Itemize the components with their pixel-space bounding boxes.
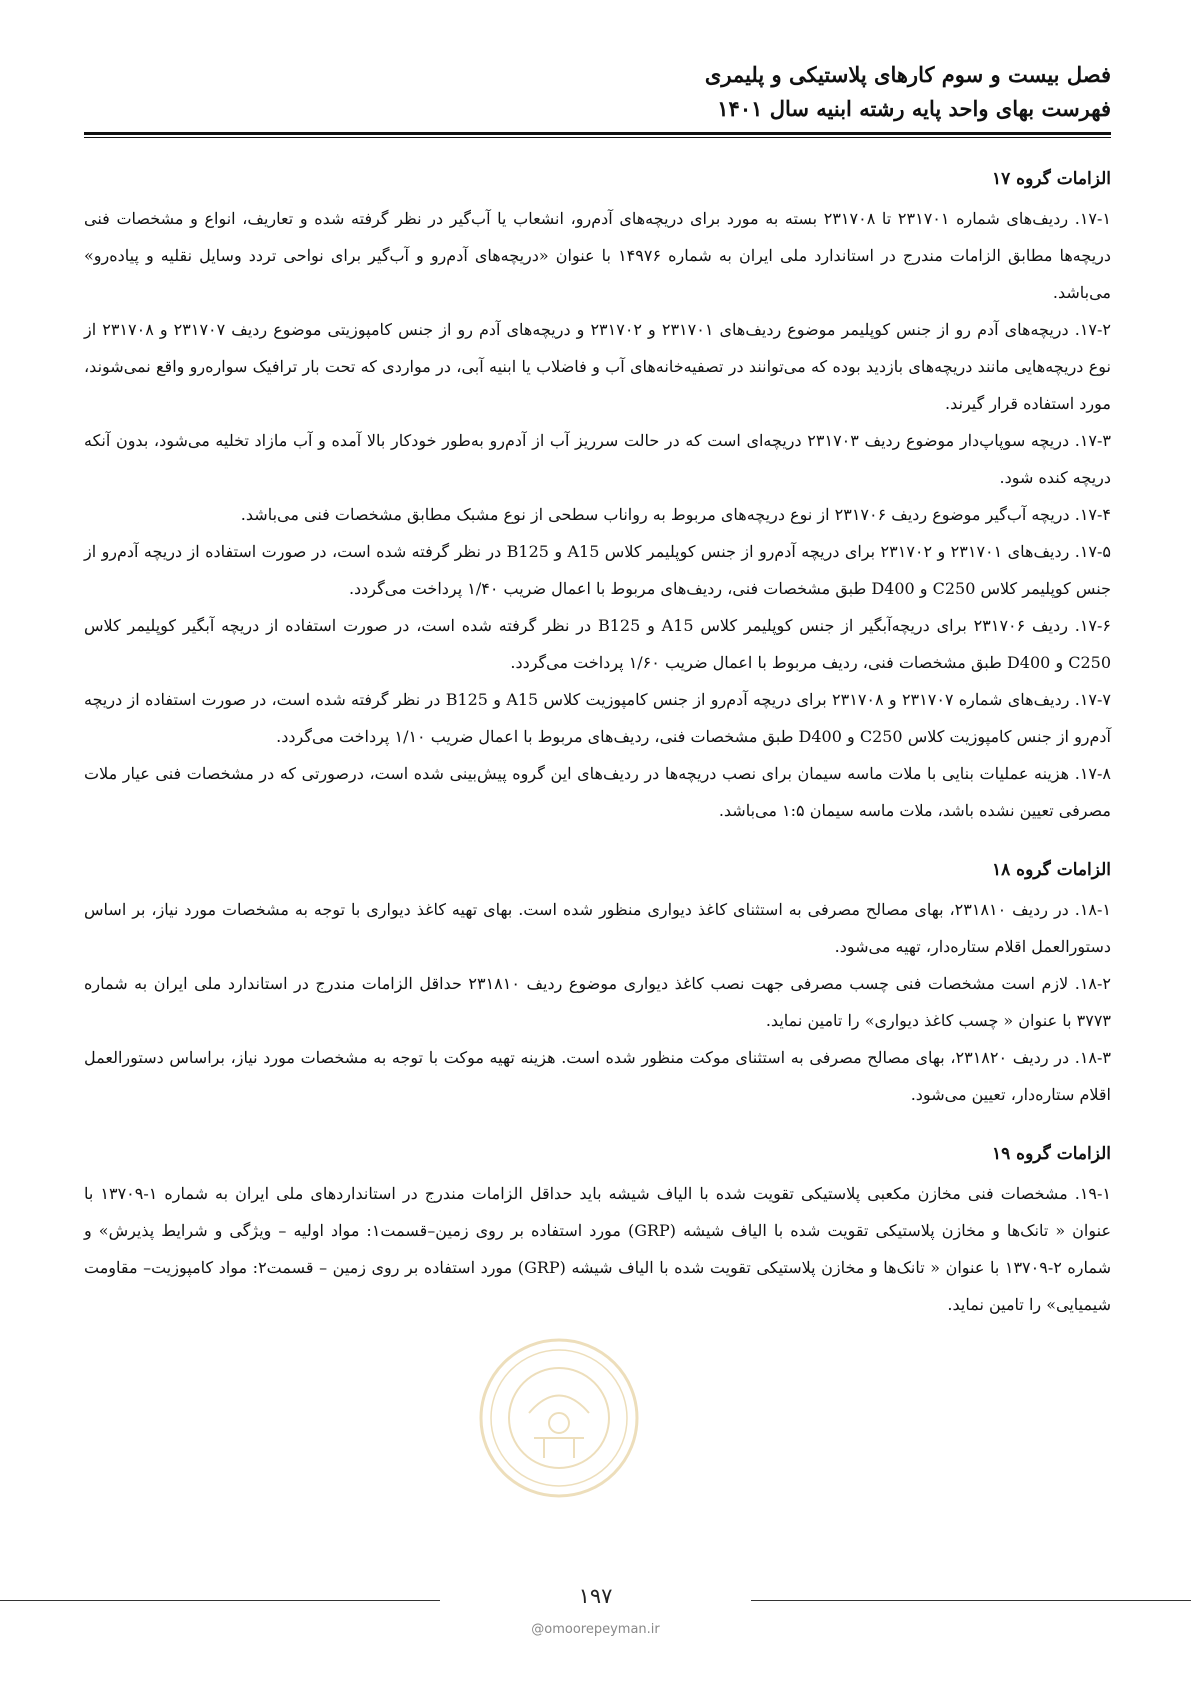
chapter-subtitle: فهرست بهای واحد پایه رشته ابنیه سال ۱۴۰۱: [717, 96, 1111, 121]
page-header: [84, 58, 1111, 138]
section-title: الزامات گروه ۱۸: [992, 860, 1111, 880]
paragraph: ۱۸-۳. در ردیف ۲۳۱۸۲۰، بهای مصالح مصرفی به استثنای موکت منظور شده است. هزینه تهیه موکت با توجه به مشخصات مورد نیاز، براساس دستورالعمل اقلام ستاره‌دار، تعیین می‌شود.: [84, 1048, 1111, 1104]
website-watermark: @omoorepeyman.ir: [531, 1622, 660, 1637]
chapter-title: فصل بیست و سوم کارهای پلاستیکی و پلیمری: [704, 62, 1111, 87]
section-title: الزامات گروه ۱۷: [992, 169, 1111, 189]
header-divider-thin: [84, 137, 1111, 138]
paragraph: ۱۷-۲. دریچه‌های آدم رو از جنس کوپلیمر موضوع ردیف‌های ۲۳۱۷۰۱ و ۲۳۱۷۰۲ و دریچه‌های آدم رو از جنس کامپوزیتی موضوع ردیف ۲۳۱۷۰۷ و ۲۳۱۷۰۸ از نوع دریچه‌هایی مانند دریچه‌های بازدید بوده که می‌توانند در تصفیه‌خانه‌های آب و فاضلاب یا ابنیه آبی، در مواردی که تحت بار ترافیک سواره‌رو واقع نمی‌شوند، مورد استفاده قرار گیرند.: [84, 320, 1111, 413]
page-number: ۱۹۷: [578, 1584, 613, 1608]
paragraph: ۱۷-۴. دریچه آب‌گیر موضوع ردیف ۲۳۱۷۰۶ از نوع دریچه‌های مربوط به رواناب سطحی از نوع مشبک مطابق مشخصات فنی می‌باشد.: [240, 505, 1111, 524]
document-page: [84, 58, 1111, 1668]
paragraph: ۱۷-۸. هزینه عملیات بنایی با ملات ماسه سیمان برای نصب دریچه‌ها در ردیف‌های این گروه پیش‌بینی شده است، درصورتی که در مشخصات فنی عیار ملات مصرفی تعیین نشده باشد، ملات ماسه سیمان ۱:۵ می‌باشد.: [84, 764, 1111, 820]
paragraph: ۱۸-۱. در ردیف ۲۳۱۸۱۰، بهای مصالح مصرفی به استثنای کاغذ دیواری منظور شده است. بهای تهیه کاغذ دیواری با توجه به مشخصات مورد نیاز، بر اساس دستورالعمل اقلام ستاره‌دار، تهیه می‌شود.: [84, 900, 1112, 956]
section-title: الزامات گروه ۱۹: [992, 1144, 1111, 1164]
paragraph: ۱۷-۱. ردیف‌های شماره ۲۳۱۷۰۱ تا ۲۳۱۷۰۸ بسته به مورد برای دریچه‌های آدم‌رو، انشعاب یا آب‌گیر در نظر گرفته شده و تعاریف، انواع و مشخصات فنی دریچه‌ها مطابق الزامات مندرج در استاندارد ملی ایران به شماره ۱۴۹۷۶ با عنوان «دریچه‌های آدم‌رو و آب‌گیر برای نواحی تردد وسایل نقلیه و پیاده‌رو» می‌باشد.: [84, 209, 1112, 302]
paragraph: ۱۷-۳. دریچه سوپاپ‌دار موضوع ردیف ۲۳۱۷۰۳ دریچه‌ای است که در حالت سرریز آب از آدم‌رو به‌طور خودکار بالا آمده و آب مازاد تخلیه می‌شود، بدون آنکه دریچه کنده شود.: [84, 431, 1112, 487]
paragraph: ۱۷-۶. ردیف ۲۳۱۷۰۶ برای دریچه‌آبگیر از جنس کوپلیمر کلاس A15 و B125 در نظر گرفته شده است، در صورت استفاده از دریچه آبگیر کوپلیمر کلاس C250 و D400 طبق مشخصات فنی، ردیف مربوط با اعمال ضریب ۱/۶۰ پرداخت می‌گردد.: [84, 616, 1112, 672]
section-group-19: [84, 1139, 1111, 1323]
paragraph: ۱۹-۱. مشخصات فنی مخازن مکعبی پلاستیکی تقویت شده با الیاف شیشه باید حداقل الزامات مندرج در استانداردهای ملی ایران به شماره ۱-۱۳۷۰۹ با عنوان « تانک‌ها و مخازن پلاستیکی تقویت شده با الیاف شیشه (GRP) مورد استفاده بر روی زمین–قسمت۱: مواد اولیه – ویژگی و شرایط پذیرش» و شماره ۲-۱۳۷۰۹ با عنوان « تانک‌ها و مخازن پلاستیکی تقویت شده با الیاف شیشه (GRP) مورد استفاده بر روی زمین – قسمت۲: مواد کامپوزیت– مقاومت شیمیایی» را تامین نماید.: [84, 1184, 1112, 1314]
header-divider: [84, 132, 1111, 135]
paragraph: ۱۸-۲. لازم است مشخصات فنی چسب مصرفی جهت نصب کاغذ دیواری موضوع ردیف ۲۳۱۸۱۰ حداقل الزامات مندرج در استاندارد ملی ایران به شماره ۳۷۷۳ با عنوان « چسب کاغذ دیواری» را تامین نماید.: [84, 974, 1112, 1030]
paragraph: ۱۷-۵. ردیف‌های ۲۳۱۷۰۱ و ۲۳۱۷۰۲ برای دریچه آدم‌رو از جنس کوپلیمر کلاس A15 و B125 در نظر گرفته شده است، در صورت استفاده از دریچه آدم‌رو از جنس کوپلیمر کلاس C250 و D400 طبق مشخصات فنی، ردیف‌های مربوط با اعمال ضریب ۱/۴۰ پرداخت می‌گردد.: [84, 542, 1112, 598]
section-group-18: [84, 855, 1111, 1113]
section-group-17: [84, 164, 1111, 829]
paragraph: ۱۷-۷. ردیف‌های شماره ۲۳۱۷۰۷ و ۲۳۱۷۰۸ برای دریچه آدم‌رو از جنس کامپوزیت کلاس A15 و B125 در نظر گرفته شده است، در صورت استفاده از دریچه آدم‌رو از جنس کامپوزیت کلاس C250 و D400 طبق مشخصات فنی، ردیف‌های مربوط با اعمال ضریب ۱/۱۰ پرداخت می‌گردد.: [84, 690, 1112, 746]
